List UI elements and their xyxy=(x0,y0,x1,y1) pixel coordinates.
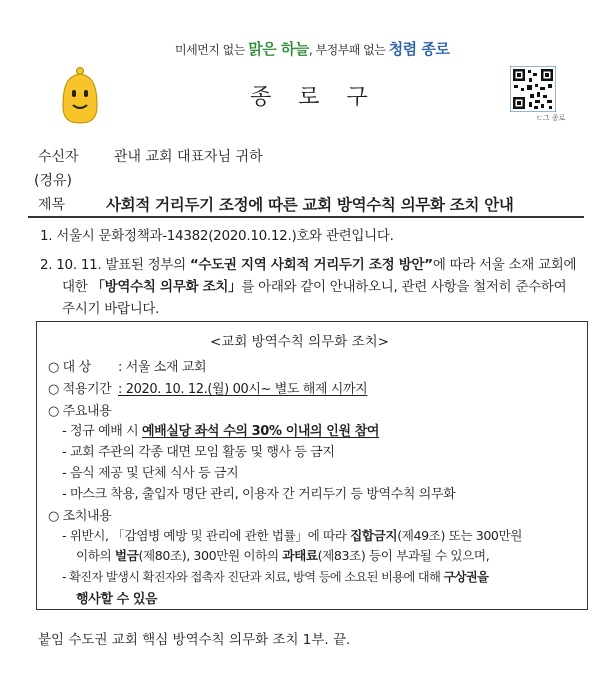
penalty-term: 집합금지 xyxy=(350,528,398,543)
period-label: ○ 적용기간 xyxy=(48,382,112,397)
subject-title: 사회적 거리두기 조정에 따른 교회 방역수칙 의무화 조치 안내 xyxy=(106,196,514,214)
paragraph-2-line-3: 주시기 바랍니다. xyxy=(62,301,160,317)
list-item: - 마스크 착용, 출입자 명단 관리, 이용자 간 거리두기 등 방역수칙 의무화 xyxy=(62,487,456,502)
text: 에 따라 서울 소재 교회에 xyxy=(432,257,577,273)
paragraph-2-line-2 xyxy=(62,275,566,295)
subject-label: 제목 xyxy=(38,197,66,213)
list-item: - 교회 주관의 각종 대면 모임 활동 및 행사 등 금지 xyxy=(62,445,335,460)
action-line-2 xyxy=(76,545,489,564)
text: (제49조) 또는 300만원 xyxy=(397,528,523,543)
period-value: : 2020. 10. 12.(월) 00시~ 별도 해제 시까지 xyxy=(118,382,368,397)
penalty-term: 벌금 xyxy=(114,548,139,563)
main-content-label: ○ 주요내용 xyxy=(48,404,112,419)
action-label: ○ 조치내용 xyxy=(48,509,112,524)
target-label: ○ 대 상 xyxy=(48,360,91,375)
recipient-label: 수신자 xyxy=(38,149,79,165)
text: 를 아래와 같이 안내하오니, 관련 사항을 철저히 준수하여 xyxy=(241,279,567,295)
text: 이하의 xyxy=(76,548,115,563)
penalty-term: 구상권을 xyxy=(443,570,489,584)
penalty-term: 과태료 xyxy=(282,548,318,563)
list-item: - 음식 제공 및 단체 식사 등 금지 xyxy=(62,466,239,481)
divider xyxy=(28,216,584,218)
text: - 위반시, 「감염병 예방 및 관리에 관한 법률」에 따라 xyxy=(62,528,351,543)
recipient-value: 관내 교회 대표자님 귀하 xyxy=(114,149,263,165)
slogan-text: 미세먼지 없는 xyxy=(175,43,249,57)
action-line-1 xyxy=(62,525,522,544)
text: 대한 xyxy=(62,279,92,295)
attachment-line: 붙임 수도권 교회 핵심 방역수칙 의무화 조치 1부. 끝. xyxy=(38,632,351,648)
action-line-4: 행사할 수 있음 xyxy=(76,592,158,607)
box-title: <교회 방역수칙 의무화 조치> xyxy=(210,334,389,350)
action-line-3 xyxy=(62,568,488,585)
measure-name: 「방역수칙 의무화 조치」 xyxy=(91,279,242,295)
policy-name: “수도권 지역 사회적 거리두기 조정 방안” xyxy=(189,257,433,273)
capacity-rule: 예배실당 좌석 수의 30% 이내의 인원 참여 xyxy=(142,424,380,439)
paragraph-1: 1. 서울시 문화정책과-14382(2020.10.12.)호와 관련입니다. xyxy=(40,228,394,244)
slogan-text: , 부정부패 없는 xyxy=(308,43,389,57)
text: - 정규 예배 시 xyxy=(62,424,143,439)
text: (제83조) 등이 부과될 수 있으며, xyxy=(317,548,490,563)
slogan-emphasis: 맑은 하늘 xyxy=(248,40,309,58)
paragraph-2-line-1 xyxy=(40,253,576,273)
text: - 확진자 발생시 확진자와 접촉자 진단과 치료, 방역 등에 소요된 비용에 대해 xyxy=(62,570,444,584)
slogan xyxy=(175,38,475,59)
text: 2. 10. 11. 발표된 정부의 xyxy=(40,257,190,273)
list-item xyxy=(62,420,379,439)
qr-caption: ㄷ그 종로 xyxy=(536,114,566,122)
slogan-emphasis: 청렴 종로 xyxy=(388,40,450,58)
office-name: 종 로 구 xyxy=(250,85,378,110)
target-value: : 서울 소재 교회 xyxy=(118,360,207,375)
text: (제80조), 300만원 이하의 xyxy=(138,548,283,563)
mascot-logo-icon xyxy=(56,66,104,126)
qr-code-icon[interactable] xyxy=(510,66,556,112)
via-label: (경유) xyxy=(34,173,72,189)
